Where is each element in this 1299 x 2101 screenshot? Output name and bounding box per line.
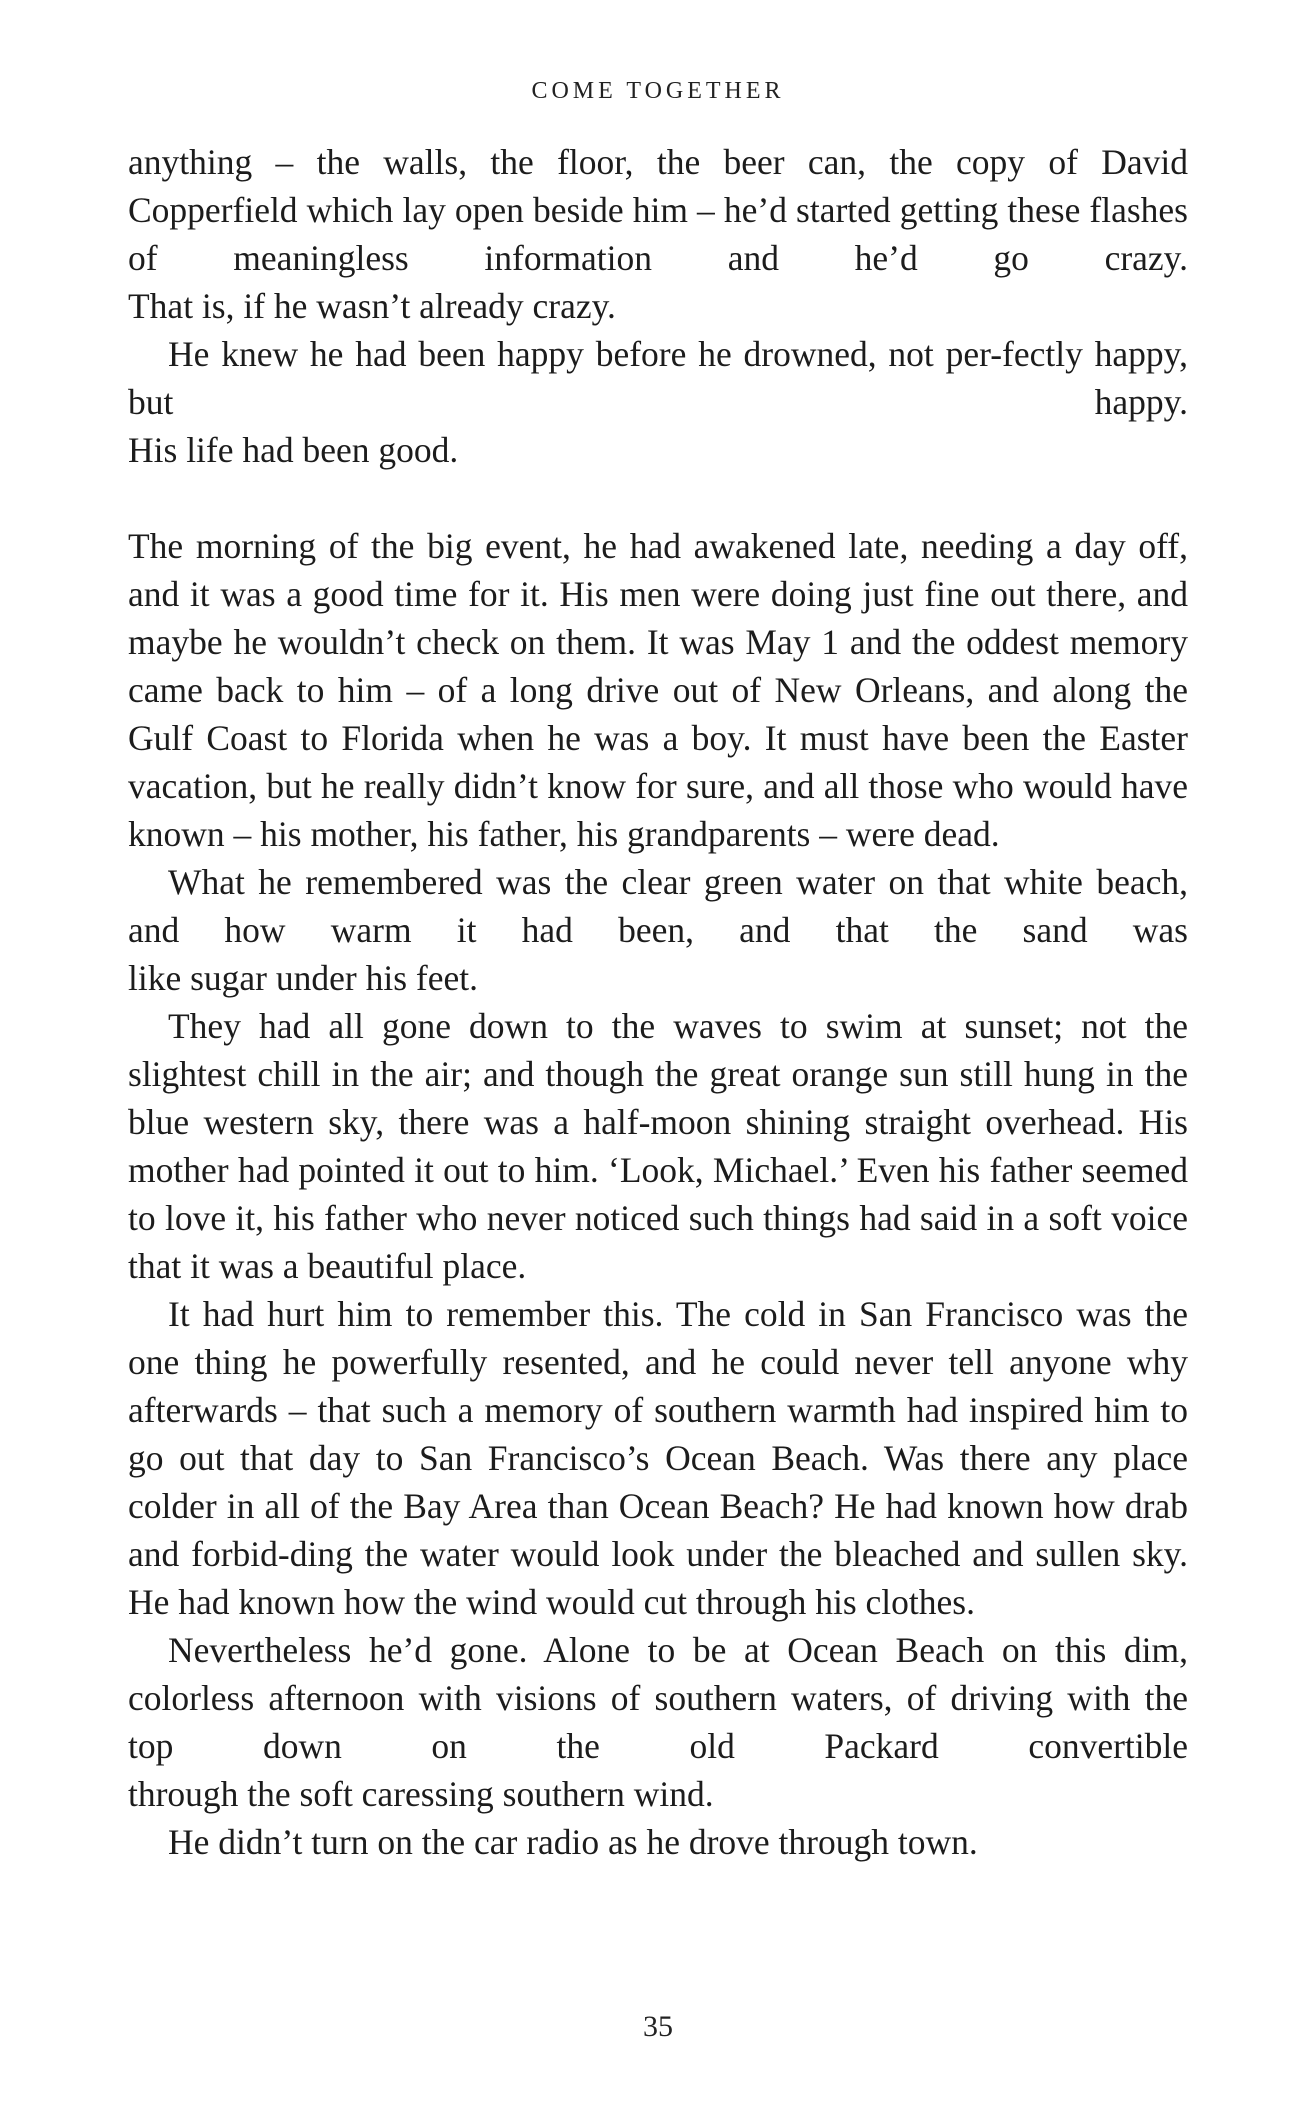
paragraph	[128, 330, 1188, 426]
paragraph	[128, 1818, 1188, 1866]
paragraph-last-line	[128, 1578, 1188, 1626]
paragraph-text: like sugar under his feet.	[128, 958, 478, 998]
paragraph	[128, 1290, 1188, 1578]
paragraph-text: The morning of the big event, he had awakened late, needing a day off, and it was a good time for it. His men were doing just fine out there, and maybe he wouldn’t check on them. It was May 1 and the oddest memory came back to him – of a long drive out of New Orleans, and along the Gulf Coast to Florida when he was a boy. It must have been the Easter vacation, but he really didn’t know for sure, and all those who would have	[128, 526, 1188, 806]
running-head: COME TOGETHER	[531, 78, 785, 104]
paragraph-text: His life had been good.	[128, 430, 459, 470]
body-text	[128, 138, 1188, 1866]
paragraph-text: through the soft caressing southern wind.	[128, 1774, 714, 1814]
paragraph-text: that it was a beautiful place.	[128, 1246, 527, 1286]
paragraph	[128, 1626, 1188, 1770]
paragraph-text: They had all gone down to the waves to swim at sunset; not the slightest chill in the air; and though the great orange sun still hung in the blue western sky, there was a half-moon shining straight overhead. His mother had pointed it out to him. ‘Look, Michael.’ Even his father seemed to love it, his father who never noticed such things had said in a soft voice	[128, 1006, 1188, 1238]
paragraph-last-line	[128, 810, 1188, 858]
paragraph-last-line	[128, 954, 1188, 1002]
paragraph-text: Nevertheless he’d gone. Alone to be at Ocean Beach on this dim, colorless afternoon with visions of southern waters, of driving with the top down on the old Packard convertible	[128, 1630, 1188, 1766]
page-number: 35	[643, 2010, 673, 2043]
paragraph	[128, 858, 1188, 954]
paragraph	[128, 1002, 1188, 1242]
paragraph-text: anything – the walls, the floor, the beer can, the copy of David Copperfield which lay open beside him – he’d started getting these flashes of meaningless information and he’d go crazy.	[128, 142, 1188, 278]
paragraph-text: known – his mother, his father, his grandparents – were dead.	[128, 814, 1000, 854]
paragraph-section-start	[128, 522, 1188, 810]
paragraph-text: What he remembered was the clear green water on that white beach, and how warm it had been, and that the sand was	[128, 862, 1188, 950]
paragraph-text: That is, if he wasn’t already crazy.	[128, 286, 616, 326]
paragraph-continuation-last-line	[128, 282, 1188, 330]
paragraph-last-line	[128, 426, 1188, 474]
paragraph-last-line	[128, 1770, 1188, 1818]
paragraph-last-line	[128, 1242, 1188, 1290]
book-page	[128, 0, 1188, 2101]
paragraph-continuation	[128, 138, 1188, 282]
paragraph-text: He had known how the wind would cut through his clothes.	[128, 1582, 975, 1622]
paragraph-text: He didn’t turn on the car radio as he drove through town.	[168, 1822, 978, 1862]
paragraph-text: He knew he had been happy before he drowned, not per-fectly happy, but happy.	[128, 334, 1188, 422]
paragraph-text: It had hurt him to remember this. The cold in San Francisco was the one thing he powerfully resented, and he could never tell anyone why afterwards – that such a memory of southern warmth had inspired him to go out that day to San Francisco’s Ocean Beach. Was there any place colder in all of the Bay Area than Ocean Beach? He had known how drab and forbid-ding the water would look under the bleached and sullen sky.	[128, 1294, 1188, 1574]
